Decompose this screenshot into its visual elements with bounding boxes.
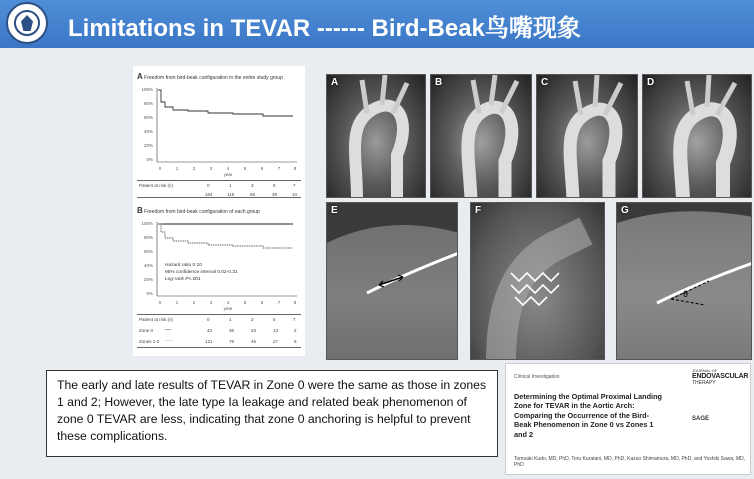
chart-b-xtick: 8 (293, 300, 297, 305)
ct-label: E (331, 205, 338, 216)
slide-header (0, 0, 754, 48)
chart-a-ytick: 20% (143, 143, 153, 148)
kaplan-meier-figure (133, 66, 305, 356)
chart-b-xtick: 7 (277, 300, 281, 305)
chart-a-risk-header: Patient at risk (n) (139, 183, 174, 188)
journal-logo (692, 368, 748, 422)
slide-title: Limitations in TEVAR ------ Bird-Beak鸟嘴现象 (68, 15, 581, 42)
zone0-line-marker: — (165, 327, 171, 333)
chart-b-letter: B (137, 206, 143, 215)
chart-a-xtick: 2 (192, 166, 196, 171)
chart-b-xtick: 5 (243, 300, 247, 305)
chart-b-xtick: 0 (158, 300, 162, 305)
risk-year: 3 (251, 317, 254, 322)
chart-a-xtick: 1 (175, 166, 179, 171)
ct-label: G (621, 205, 629, 216)
chart-b-ytick: 80% (143, 235, 153, 240)
chart-b-ytick: 60% (143, 249, 153, 254)
ct-image-e (326, 202, 458, 360)
university-logo (6, 2, 48, 44)
risk-value: 13 (273, 328, 279, 333)
chart-b-xtick: 2 (192, 300, 196, 305)
journal-name: ENDOVASCULAR (692, 373, 749, 380)
risk-value: 23 (251, 328, 257, 333)
publisher-logo: SAGE (692, 416, 710, 422)
conclusion-text: The early and late results of TEVAR in Zone 0 were the same as those in zones 1 and 2; However, the late type Ia leakage and related beak phenomenon of zone 0 TEVAR are less, indicating that zone 0 anchoring is helpful to prevent these complications. (57, 378, 487, 443)
ct-label: D (647, 77, 655, 88)
risk-value: 10 (292, 192, 298, 197)
risk-year: 7 (293, 183, 296, 188)
ct-image-f (470, 202, 605, 360)
ct-image-grid (326, 74, 752, 360)
chart-b-ytick: 40% (143, 263, 153, 268)
article-title: Determining the Optimal Proximal Landing Zone for TEVAR in the Aortic Arch: Comparing the Occurrence of the Bird-Beak Phenomenon in Zone 0 vs Zones 1 and 2 (514, 392, 662, 439)
chart-b-xlabel: year (223, 306, 233, 311)
chart-a-ytick: 60% (143, 115, 153, 120)
chart-a-ytick: 80% (143, 101, 153, 106)
chart-b-stat: Log-rank P<.001 (165, 277, 201, 282)
risk-year: 1 (229, 183, 232, 188)
angle-theta-label: θ (683, 289, 689, 299)
chart-b-risk-table (137, 314, 301, 348)
risk-year: 3 (251, 183, 254, 188)
chart-a-survival-curve (158, 90, 293, 116)
chart-a-ytick: 0% (146, 157, 153, 162)
ct-image-c (536, 74, 638, 198)
chart-a-xtick: 7 (277, 166, 281, 171)
ct-label: B (435, 77, 443, 88)
ct-image-b (430, 74, 532, 198)
chart-b-ytick: 100% (141, 221, 153, 226)
chart-b-stat: 95% confidence interval 0.02-0.31 (165, 270, 238, 275)
conclusion-textbox (46, 370, 498, 457)
chart-a-xtick: 0 (158, 166, 162, 171)
risk-value: 36 (229, 328, 235, 333)
chart-a-xtick: 5 (243, 166, 247, 171)
risk-value: 27 (273, 339, 279, 344)
risk-value: 46 (251, 339, 257, 344)
chart-b-title: Freedom from bird-beak configuration of each group (144, 209, 260, 215)
chart-b-xtick: 4 (226, 300, 230, 305)
chart-a-plot (133, 80, 305, 178)
journal-bottom: THERAPY (692, 380, 716, 386)
risk-year: 5 (273, 317, 276, 322)
chart-b-zones12-curve (158, 224, 293, 248)
ct-label: A (331, 77, 339, 88)
ct-image-g (616, 202, 752, 360)
risk-value: 39 (272, 192, 278, 197)
chart-b-ytick: 0% (146, 291, 153, 296)
chart-b-risk-header: Patient at risk (n) (139, 317, 174, 322)
risk-year: 5 (273, 183, 276, 188)
chart-a-ytick: 100% (141, 87, 153, 92)
chart-a-xtick: 4 (226, 166, 230, 171)
article-authors: Tomoaki Kudo, MD, PhD, Toru Kuratani, MD, PhD, Kazuo Shimamura, MD, PhD, and Yoshiki Sawa, MD, PhD (514, 456, 746, 469)
risk-value: 78 (229, 339, 235, 344)
chart-a-risk-table (137, 180, 301, 198)
ct-label: F (475, 205, 482, 216)
risk-value: 121 (205, 339, 213, 344)
chart-b-xtick: 1 (175, 300, 179, 305)
risk-year: 1 (229, 317, 232, 322)
risk-value: 164 (205, 192, 213, 197)
risk-value: 43 (207, 328, 213, 333)
risk-value: 115 (227, 192, 235, 197)
chart-a-xtick: 3 (209, 166, 213, 171)
ct-image-a (326, 74, 426, 198)
chart-b-stat: Hazard ratio 0.10 (165, 263, 202, 268)
chart-a-xlabel: year (223, 172, 233, 177)
chart-a-letter: A (137, 72, 143, 81)
risk-year: 7 (293, 317, 296, 322)
chart-b-xtick: 6 (260, 300, 264, 305)
risk-year: 0 (207, 317, 210, 322)
zones12-line-marker: ···· (165, 338, 173, 344)
risk-value: 8 (294, 339, 297, 344)
chart-a-xtick: 6 (260, 166, 264, 171)
chart-a-title: Freedom from bird-beak configuration in the entire study group (144, 75, 283, 81)
chart-b-plot (133, 214, 305, 312)
ct-label: C (541, 77, 549, 88)
chart-a-ytick: 40% (143, 129, 153, 134)
risk-year: 0 (207, 183, 210, 188)
journal-top: JOURNAL OF (692, 368, 718, 373)
group-name: Zone 0 (139, 328, 154, 333)
chart-b-xtick: 3 (209, 300, 213, 305)
risk-value: 68 (250, 192, 256, 197)
risk-value: 2 (294, 328, 297, 333)
chart-b-ytick: 20% (143, 277, 153, 282)
group-name: Zones 1-2 (139, 339, 160, 344)
chart-a-xtick: 8 (293, 166, 297, 171)
ct-image-d (642, 74, 752, 198)
article-snippet (505, 363, 751, 475)
article-section: Clinical Investigation (514, 374, 560, 380)
